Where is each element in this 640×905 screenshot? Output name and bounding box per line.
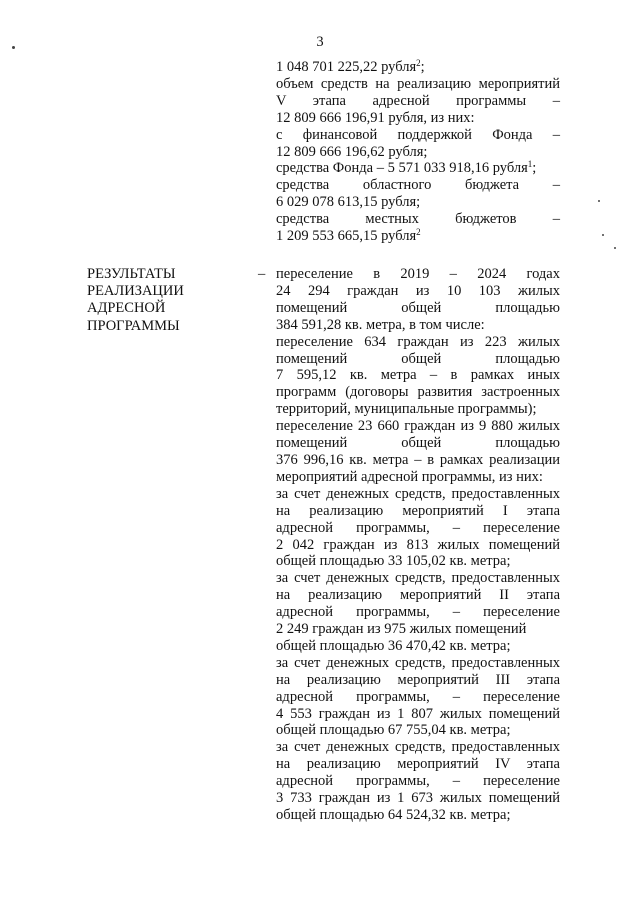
results-line-text: за счет денежных средств, предоставленных [276,654,560,671]
results-line [276,317,560,334]
page-number: 3 [316,34,324,50]
results-line [276,283,560,300]
funding-line-text: объем средств на реализацию мероприятий [276,75,560,92]
scan-speck [12,46,15,49]
results-line-text: общей площадью 33 105,02 кв. метра; [276,553,511,570]
footnote-marker: 2 [416,227,421,238]
results-line [276,672,560,689]
heading-line: ПРОГРАММЫ [87,317,180,334]
results-line [276,367,560,384]
funding-line [276,76,560,93]
results-line-text: 376 996,16 кв. метра – в рамках реализации [276,451,560,468]
footnote-marker: 2 [416,58,421,68]
results-line-text: 3 733 граждан из 1 673 жилых помещений [276,790,560,807]
results-line-text: общей площадью 36 470,42 кв. метра; [276,637,511,654]
results-section-heading [87,266,237,335]
scan-speck [614,247,616,249]
funding-line-text: 6 029 078 613,15 рубля; [276,194,421,211]
funding-line [276,59,560,76]
results-line-text: помещений общей площадью [276,435,560,452]
results-line-text: за счет денежных средств, предоставленных [276,485,560,502]
section-dash: – [258,266,266,282]
funding-line [276,93,560,110]
results-line [276,503,560,520]
results-line [276,401,560,418]
results-line [276,706,560,723]
results-line-text: 2 042 граждан из 813 жилых помещений [276,536,560,553]
scan-speck [598,200,600,202]
results-line-text: переселение в 2019 – 2024 годах [276,266,560,282]
funding-line-text: 1 048 701 225,22 рубля [276,59,417,75]
results-line [276,790,560,807]
results-text [276,266,560,824]
heading-line: РЕАЛИЗАЦИИ [87,283,184,300]
results-line [276,570,560,587]
results-line [276,334,560,351]
results-line [276,351,560,368]
results-line [276,520,560,537]
funding-line-text: 12 809 666 196,62 рубля; [276,143,428,160]
results-line [276,486,560,503]
results-line-text: 384 591,28 кв. метра, в том числе: [276,316,485,333]
results-line-text: адресной программы, – переселение [276,604,560,621]
results-line [276,722,560,739]
funding-line [276,228,560,245]
results-line [276,418,560,435]
funding-line [276,194,560,211]
results-line [276,756,560,773]
funding-line-text: средства местных бюджетов – [276,211,560,228]
results-line-text: 2 249 граждан из 975 жилых помещений [276,621,527,638]
funding-line [276,110,560,127]
results-line-text: за счет денежных средств, предоставленных [276,570,560,587]
results-line [276,604,560,621]
results-line-text: на реализацию мероприятий III этапа [276,671,560,688]
results-line [276,689,560,706]
results-line [276,435,560,452]
funding-line [276,127,560,144]
funding-line-text: средства областного бюджета – [276,177,560,194]
results-line [276,739,560,756]
funding-line-text: 1 209 553 665,15 рубля [276,228,417,245]
results-line-text: переселение 23 660 граждан из 9 880 жилых [276,418,560,435]
results-line [276,807,560,824]
results-line [276,266,560,283]
punctuation: ; [420,59,425,75]
results-line [276,452,560,469]
results-line [276,587,560,604]
funding-continued-text [276,59,560,245]
scan-speck [602,234,604,236]
results-line-text: помещений общей площадью [276,299,560,316]
funding-line [276,211,560,228]
results-line-text: помещений общей площадью [276,350,560,367]
punctuation: ; [532,160,537,177]
funding-line-text: V этапа адресной программы – [276,92,560,109]
results-line [276,469,560,486]
results-line-text: территорий, муниципальные программы); [276,401,537,418]
results-line-text: программ (договоры развития застроенных [276,384,560,401]
results-line [276,384,560,401]
results-line-text: на реализацию мероприятий IV этапа [276,756,560,773]
results-line-text: адресной программы, – переселение [276,519,560,536]
results-line-text: 24 294 граждан из 10 103 жилых [276,282,560,299]
results-line-text: за счет денежных средств, предоставленных [276,739,560,756]
funding-line [276,160,560,177]
results-line-text: общей площадью 64 524,32 кв. метра; [276,807,511,823]
results-line-text: общей площадью 67 755,04 кв. метра; [276,722,511,739]
results-line [276,537,560,554]
heading-line: РЕЗУЛЬТАТЫ [87,266,176,282]
results-line-text: на реализацию мероприятий II этапа [276,587,560,604]
results-line-text: мероприятий адресной программы, из них: [276,468,543,485]
funding-line [276,144,560,161]
results-line-text: переселение 634 граждан из 223 жилых [276,333,560,350]
results-line [276,621,560,638]
results-line [276,553,560,570]
heading-line: АДРЕСНОЙ [87,300,166,317]
results-line-text: адресной программы, – переселение [276,688,560,705]
results-line [276,773,560,790]
results-line [276,300,560,317]
funding-line-text: 12 809 666 196,91 рубля, из них: [276,109,475,126]
results-line [276,655,560,672]
results-line-text: 7 595,12 кв. метра – в рамках иных [276,367,560,384]
funding-line [276,177,560,194]
results-line-text: 4 553 граждан из 1 807 жилых помещений [276,705,560,722]
funding-line-text: средства Фонда – 5 571 033 918,16 рубля [276,160,528,177]
results-line [276,638,560,655]
results-line-text: адресной программы, – переселение [276,773,560,790]
funding-line-text: с финансовой поддержкой Фонда – [276,126,560,143]
footnote-marker: 1 [527,159,533,170]
results-line-text: на реализацию мероприятий I этапа [276,502,560,519]
